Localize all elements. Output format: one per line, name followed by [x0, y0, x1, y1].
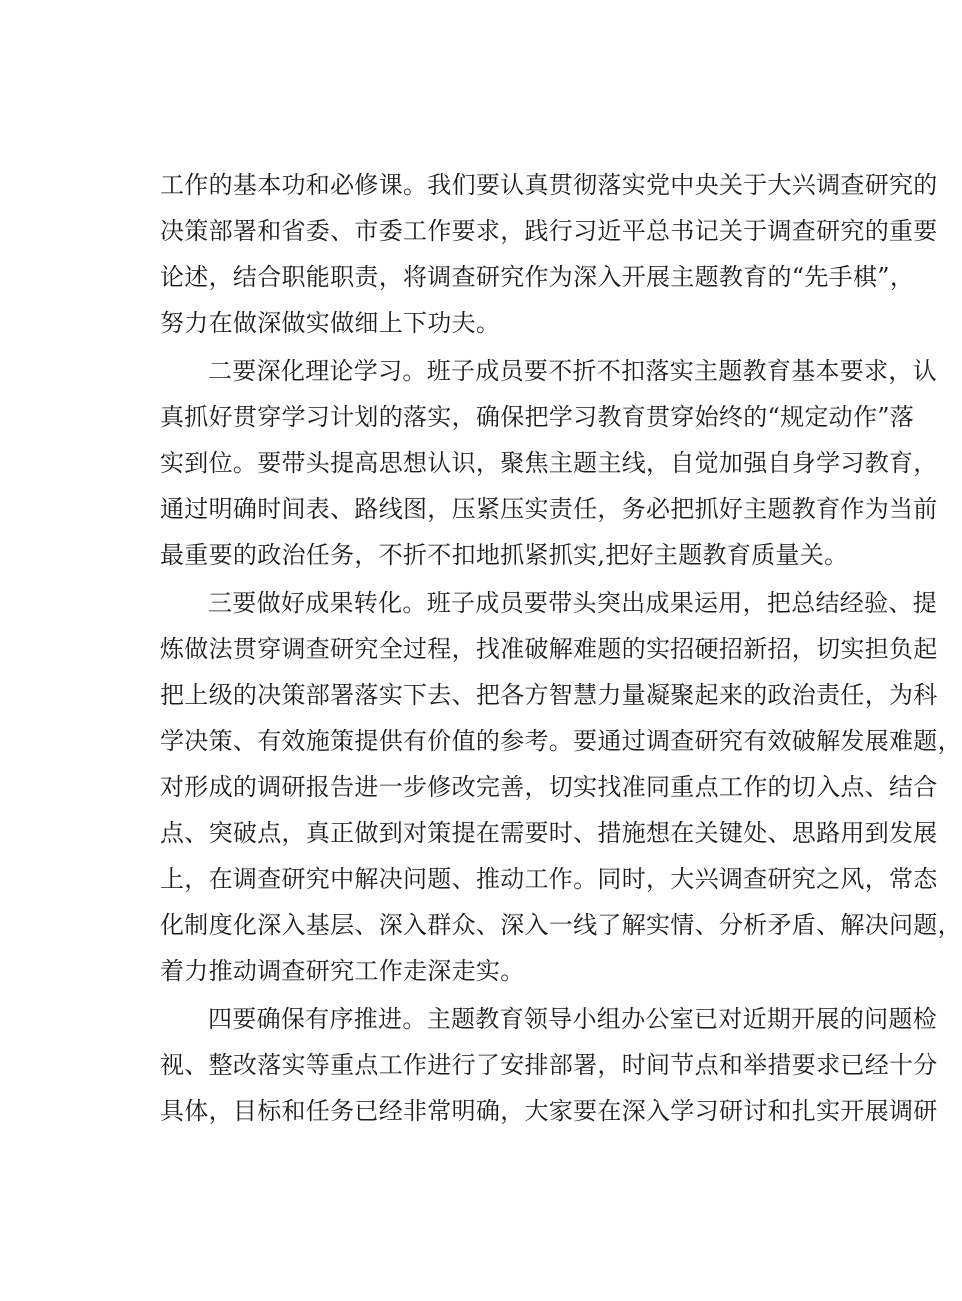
text-line: 视、整改落实等重点工作进行了安排部署，时间节点和举措要求已经十分 — [160, 1051, 938, 1079]
text-line: 化制度化深入基层、深入群众、深入一线了解实情、分析矛盾、解决问题， — [160, 911, 962, 939]
paragraph-orderly-progress — [160, 996, 938, 1134]
text-line: 最重要的政治任务，不折不扣地抓紧抓实,把好主题教育质量关。 — [160, 541, 849, 569]
text-line: 实到位。要带头提高思想认识，聚焦主题主线，自觉加强自身学习教育， — [160, 449, 938, 477]
text-line: 炼做法贯穿调查研究全过程，找准破解难题的实招硬招新招，切实担负起 — [160, 635, 938, 663]
text-line: 真抓好贯穿学习计划的落实，确保把学习教育贯穿始终的“规定动作”落 — [160, 403, 915, 431]
text-line: 上，在调查研究中解决问题、推动工作。同时，大兴调查研究之风，常态 — [160, 865, 938, 893]
paragraph-results-transformation — [160, 580, 962, 994]
paragraph-theory-study — [160, 348, 938, 578]
text-line: 二要深化理论学习。班子成员要不折不扣落实主题教育基本要求，认 — [208, 357, 937, 385]
text-line: 通过明确时间表、路线图，压紧压实责任，务必把抓好主题教育作为当前 — [160, 495, 938, 523]
text-line: 把上级的决策部署落实下去、把各方智慧力量凝聚起来的政治责任，为科 — [160, 681, 938, 709]
text-line: 决策部署和省委、市委工作要求，践行习近平总书记关于调查研究的重要 — [160, 217, 938, 245]
text-line: 点、突破点，真正做到对策提在需要时、措施想在关键处、思路用到发展 — [160, 819, 938, 847]
paragraph-continuation — [160, 162, 938, 346]
text-line: 对形成的调研报告进一步修改完善，切实找准同重点工作的切入点、结合 — [160, 773, 938, 801]
text-line: 学决策、有效施策提供有价值的参考。要通过调查研究有效破解发展难题， — [160, 727, 962, 755]
text-line: 三要做好成果转化。班子成员要带头突出成果运用，把总结经验、提 — [208, 589, 937, 617]
document-body — [160, 162, 962, 1134]
text-line: 具体，目标和任务已经非常明确，大家要在深入学习研讨和扎实开展调研 — [160, 1097, 938, 1125]
text-line: 四要确保有序推进。主题教育领导小组办公室已对近期开展的问题检 — [208, 1005, 937, 1033]
text-line: 工作的基本功和必修课。我们要认真贯彻落实党中央关于大兴调查研究的 — [160, 171, 938, 199]
text-line: 努力在做深做实做细上下功夫。 — [160, 309, 501, 337]
text-line: 论述，结合职能职责，将调查研究作为深入开展主题教育的“先手棋”， — [160, 263, 915, 291]
text-line: 着力推动调查研究工作走深走实。 — [160, 957, 525, 985]
